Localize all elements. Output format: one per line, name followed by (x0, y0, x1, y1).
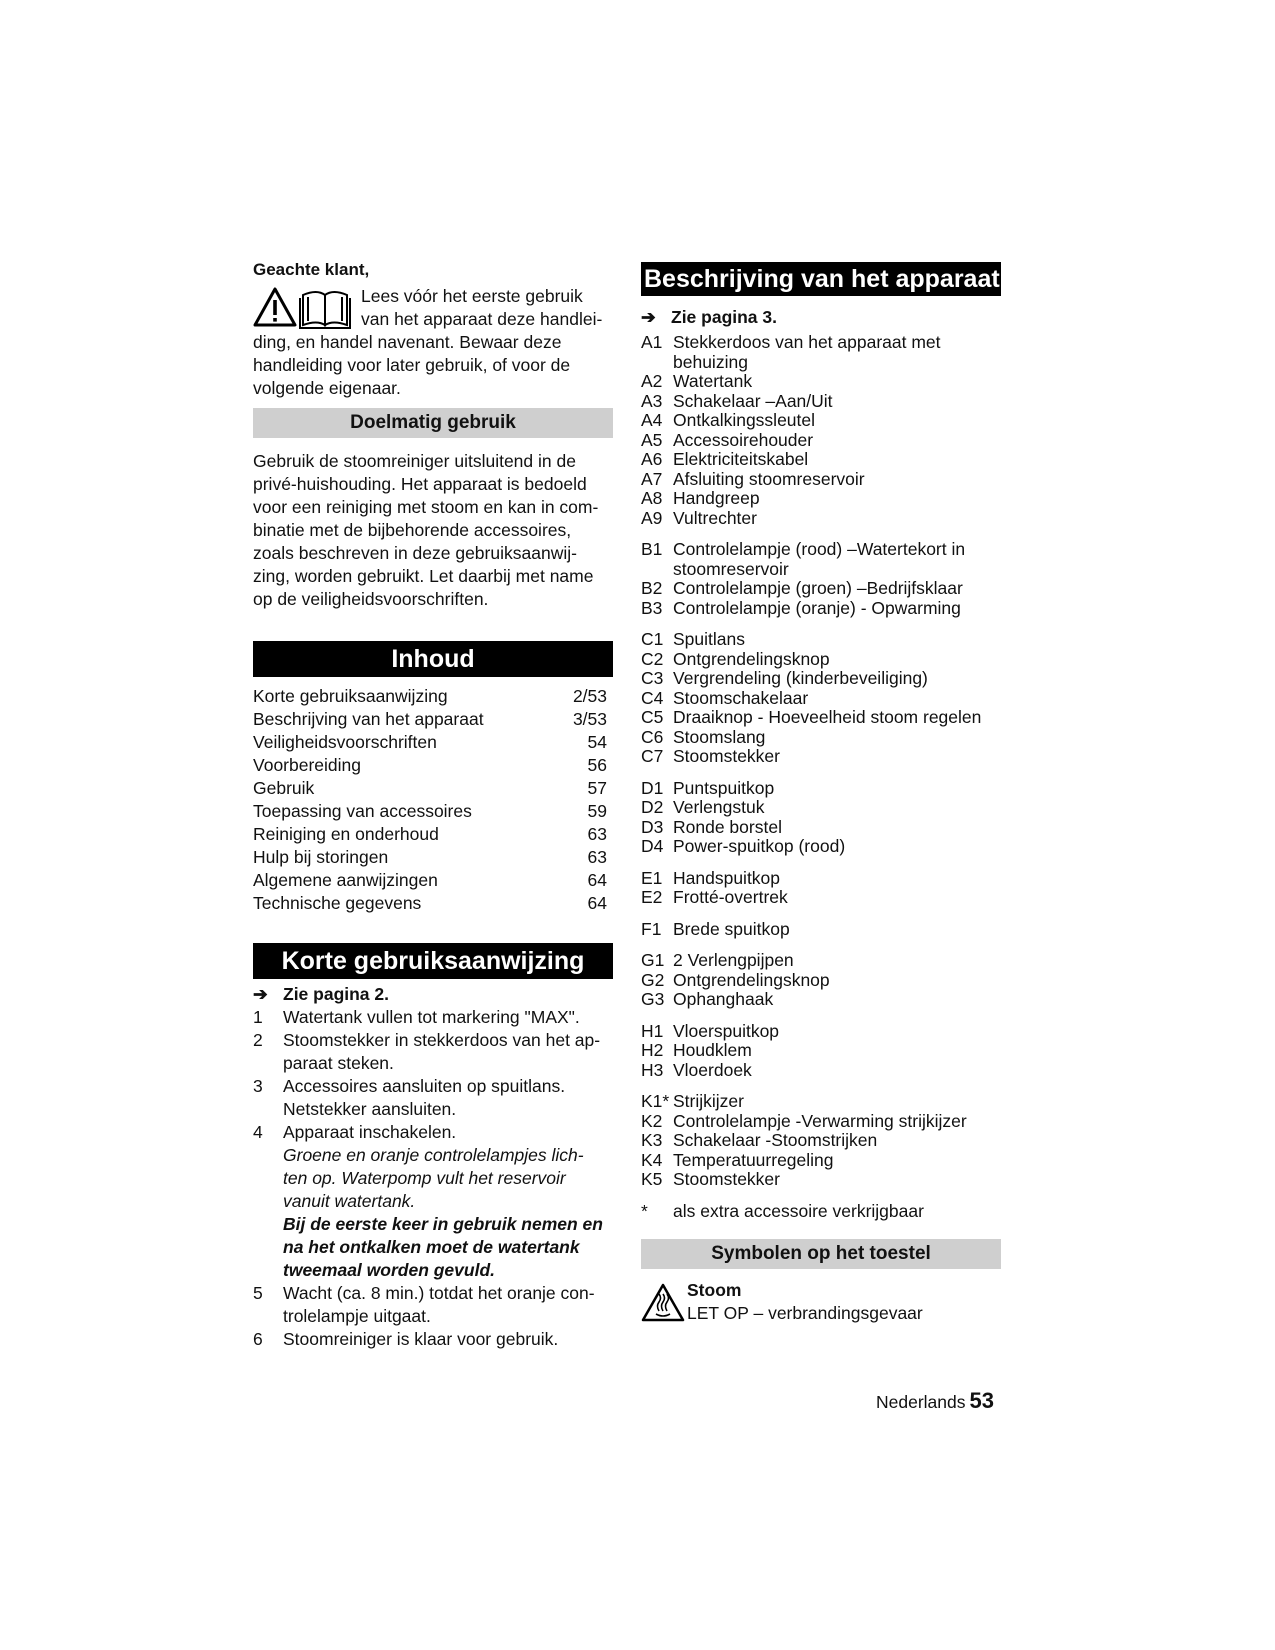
open-book-icon (300, 292, 350, 328)
part-label: Schakelaar –Aan/Uit (673, 390, 833, 411)
part-code: * (641, 1200, 648, 1221)
doelmatig-text (253, 450, 613, 611)
part-label: behuizing (673, 351, 748, 372)
part-item (641, 1112, 1001, 1132)
toc-label: Gebruik (253, 778, 315, 798)
step-line: trolelampje uitgaat. (283, 1306, 431, 1326)
toc-page: 54 (587, 732, 607, 752)
part-code: A8 (641, 488, 663, 508)
part-code: K3 (641, 1130, 663, 1150)
part-code: H2 (641, 1040, 664, 1060)
part-label: Controlelampje -Verwarming strijkijzer (673, 1110, 967, 1131)
part-item (641, 1151, 1001, 1171)
part-code: D2 (641, 797, 664, 817)
intro-line: handleiding voor later gebruik, of voor de (253, 355, 571, 375)
part-item (641, 747, 1001, 767)
step-line: Wacht (ca. 8 min.) totdat het oranje con- (283, 1283, 595, 1303)
intro (253, 285, 613, 400)
part-code: C2 (641, 648, 664, 669)
step (253, 1006, 613, 1029)
part-item (641, 392, 1001, 412)
toc-row[interactable] (253, 754, 613, 777)
part-code: B2 (641, 578, 663, 598)
parts-group (641, 779, 1001, 857)
toc-row[interactable] (253, 685, 613, 708)
part-item (641, 869, 1001, 889)
toc-label: Veiligheidsvoorschriften (253, 732, 437, 752)
step-note-line: ten op. Waterpomp vult het reservoir (283, 1168, 566, 1188)
step-number: 4 (253, 1122, 263, 1142)
step (253, 1121, 613, 1282)
part-label: Vergrendeling (kinderbeveiliging) (673, 668, 928, 688)
part-code: G1 (641, 950, 665, 970)
steps-list (253, 1006, 613, 1351)
part-label: Stoomstekker (673, 746, 780, 766)
arrow-right-icon: ➔ (253, 984, 268, 1004)
step-line: Apparaat inschakelen. (283, 1122, 457, 1142)
toc-page: 63 (587, 847, 607, 867)
symbol-title: Stoom (687, 1280, 742, 1300)
step (253, 1328, 613, 1351)
part-code: K1* (641, 1091, 670, 1111)
part-label: Controlelampje (rood) –Watertekort in (673, 539, 966, 559)
part-label: 2 Verlengpijpen (673, 950, 794, 970)
part-code: D4 (641, 836, 664, 856)
parts-group (641, 920, 1001, 940)
part-label: Spuitlans (673, 629, 745, 649)
page-number: 53 (969, 1388, 994, 1413)
part-item (641, 708, 1001, 728)
toc-page: 3/53 (572, 709, 607, 729)
part-label: stoomreservoir (673, 558, 789, 579)
part-item (641, 650, 1001, 670)
doelmatig-line: voor een reiniging met stoom en kan in com- (253, 497, 599, 517)
part-code: H3 (641, 1059, 664, 1080)
toc-page: 64 (587, 893, 607, 913)
section-heading-beschrijving: Beschrijving van het apparaat (641, 262, 1001, 296)
page-reference-text: Zie pagina 3. (671, 307, 777, 327)
right-column (641, 258, 1001, 1325)
part-label: Controlelampje (oranje) - Opwarming (673, 597, 961, 618)
part-item (641, 1041, 1001, 1061)
toc-page: 56 (587, 755, 607, 775)
part-code: K2 (641, 1110, 663, 1131)
part-label: Vultrechter (673, 507, 757, 528)
part-label: Stoomslang (673, 726, 766, 747)
part-label: Ontkalkingssleutel (673, 410, 816, 430)
part-code: A6 (641, 449, 663, 469)
toc-page: 59 (587, 801, 607, 821)
part-code: K4 (641, 1149, 663, 1170)
part-code: G2 (641, 969, 665, 990)
part-code: B3 (641, 597, 663, 618)
step (253, 1029, 613, 1075)
part-code: A4 (641, 410, 663, 430)
doelmatig-line: zoals beschreven in deze gebruiksaanwij- (253, 543, 577, 563)
part-code: D3 (641, 816, 664, 837)
part-code: C3 (641, 668, 664, 688)
part-code: C6 (641, 726, 664, 747)
toc-label: Technische gegevens (253, 893, 422, 913)
doelmatig-line: Gebruik de stoomreiniger uitsluitend in de (253, 451, 576, 471)
part-item (641, 1170, 1001, 1190)
parts-group (641, 333, 1001, 528)
part-code: C4 (641, 687, 664, 708)
part-code: A2 (641, 371, 663, 391)
parts-group (641, 540, 1001, 618)
part-item (641, 779, 1001, 799)
part-item (641, 599, 1001, 619)
parts-group (641, 1022, 1001, 1081)
part-code: A9 (641, 507, 663, 528)
part-label: Stoomstekker (673, 1169, 780, 1189)
part-label: Ronde borstel (673, 816, 782, 837)
part-item (641, 971, 1001, 991)
section-heading-symbolen: Symbolen op het toestel (641, 1239, 1001, 1269)
part-item (641, 669, 1001, 689)
part-label: Strijkijzer (673, 1091, 744, 1111)
step-line: Accessoires aansluiten op spuitlans. (283, 1076, 566, 1096)
part-label: Controlelampje (groen) –Bedrijfsklaar (673, 578, 963, 598)
step-warning-line: na het ontkalken moet de watertank (283, 1237, 580, 1257)
step-number: 5 (253, 1283, 263, 1303)
part-code: C5 (641, 707, 664, 727)
part-label: Afsluiting stoomreservoir (673, 468, 865, 489)
toc-page: 2/53 (572, 686, 607, 706)
toc-row[interactable] (253, 777, 613, 800)
arrow-right-icon: ➔ (641, 307, 656, 327)
toc-row[interactable] (253, 892, 613, 915)
part-item (641, 431, 1001, 451)
part-label: Vloerdoek (673, 1059, 752, 1080)
part-label: Accessoirehouder (673, 429, 814, 450)
part-item (641, 372, 1001, 392)
step-line: Watertank vullen tot markering "MAX". (283, 1007, 580, 1027)
part-item (641, 1202, 1001, 1222)
intro-line: Lees vóór het eerste gebruik (361, 286, 583, 306)
part-label: Handgreep (673, 488, 760, 508)
left-column (253, 258, 613, 1351)
part-code: D1 (641, 777, 664, 798)
part-item (641, 1022, 1001, 1042)
section-heading-doelmatig: Doelmatig gebruik (253, 408, 613, 438)
part-code: A3 (641, 390, 663, 411)
intro-line: volgende eigenaar. (253, 378, 401, 398)
toc-page: 63 (587, 824, 607, 844)
part-label: Houdklem (673, 1040, 752, 1060)
part-label: Draaiknop - Hoeveelheid stoom regelen (673, 707, 982, 727)
part-label: Verlengstuk (673, 797, 765, 817)
part-label: Schakelaar -Stoomstrijken (673, 1130, 878, 1150)
step-number: 6 (253, 1329, 263, 1349)
part-code: A1 (641, 332, 663, 352)
page-footer (876, 1388, 994, 1414)
step-note-line: Groene en oranje controlelampjes lich- (283, 1145, 584, 1165)
part-item (641, 818, 1001, 838)
step (253, 1282, 613, 1328)
step-note-line: vanuit watertank. (283, 1191, 416, 1211)
part-item (641, 540, 1001, 579)
part-label: Ophanghaak (673, 989, 774, 1009)
part-item (641, 1061, 1001, 1081)
part-item (641, 450, 1001, 470)
part-item (641, 689, 1001, 709)
step-line: paraat steken. (283, 1053, 394, 1073)
doelmatig-line: privé-huishouding. Het apparaat is bedoeld (253, 474, 587, 494)
toc-row[interactable] (253, 708, 613, 731)
part-label: Vloerspuitkop (673, 1020, 780, 1041)
page-reference (253, 983, 613, 1006)
part-item (641, 1092, 1001, 1112)
part-item (641, 1131, 1001, 1151)
doelmatig-line: op de veiligheidsvoorschriften. (253, 589, 489, 609)
step-line: Stoomreiniger is klaar voor gebruik. (283, 1329, 559, 1349)
part-label: Watertank (673, 371, 753, 391)
steam-warning-icon (641, 1283, 685, 1323)
part-item (641, 509, 1001, 529)
toc-page: 57 (587, 778, 607, 798)
symbol-entry (641, 1279, 1001, 1325)
toc-label: Voorbereiding (253, 755, 361, 775)
page-reference (641, 306, 1001, 329)
intro-icons (253, 287, 357, 329)
part-item (641, 951, 1001, 971)
section-heading-inhoud: Inhoud (253, 641, 613, 677)
part-item (641, 470, 1001, 490)
part-code: C7 (641, 746, 664, 766)
toc-label: Korte gebruiksaanwijzing (253, 686, 448, 706)
step-warning-line: Bij de eerste keer in gebruik nemen en (283, 1214, 603, 1234)
parts-list (641, 333, 1001, 1221)
part-code: A5 (641, 429, 663, 450)
step-number: 1 (253, 1007, 263, 1027)
part-label: Temperatuurregeling (673, 1149, 834, 1170)
part-code: K5 (641, 1169, 663, 1189)
toc-row[interactable] (253, 800, 613, 823)
part-label: Brede spuitkop (673, 918, 790, 939)
warning-triangle-icon (255, 289, 295, 325)
toc-row[interactable] (253, 869, 613, 892)
part-item (641, 888, 1001, 908)
part-code: A7 (641, 468, 663, 489)
step-number: 2 (253, 1030, 263, 1050)
parts-group (641, 630, 1001, 767)
intro-line: ding, en handel navenant. Bewaar deze (253, 332, 562, 352)
part-item (641, 630, 1001, 650)
part-label: Frotté-overtrek (673, 887, 788, 907)
part-label: Ontgrendelingsknop (673, 969, 830, 990)
part-label: Handspuitkop (673, 867, 781, 888)
step-warning-line: tweemaal worden gevuld. (283, 1260, 495, 1280)
part-label: Puntspuitkop (673, 777, 775, 798)
parts-group (641, 1202, 1001, 1222)
part-item (641, 990, 1001, 1010)
part-label: Power-spuitkop (rood) (673, 836, 846, 856)
part-code: E1 (641, 867, 663, 888)
part-code: G3 (641, 989, 665, 1009)
parts-group (641, 951, 1001, 1010)
part-item (641, 333, 1001, 372)
step (253, 1075, 613, 1121)
toc-label: Toepassing van accessoires (253, 801, 472, 821)
toc-page: 64 (587, 870, 607, 890)
part-code: B1 (641, 539, 663, 559)
symbol-text: LET OP – verbrandingsgevaar (687, 1303, 923, 1323)
toc-label: Algemene aanwijzingen (253, 870, 438, 890)
toc-label: Hulp bij storingen (253, 847, 389, 867)
table-of-contents (253, 685, 613, 915)
part-item (641, 920, 1001, 940)
part-label: Stekkerdoos van het apparaat met (673, 332, 941, 352)
step-line: Stoomstekker in stekkerdoos van het ap- (283, 1030, 601, 1050)
part-code: F1 (641, 918, 662, 939)
part-label: Stoomschakelaar (673, 687, 809, 708)
part-item (641, 798, 1001, 818)
part-item (641, 411, 1001, 431)
step-number: 3 (253, 1076, 263, 1096)
toc-label: Beschrijving van het apparaat (253, 709, 484, 729)
part-code: C1 (641, 629, 664, 649)
section-heading-korte: Korte gebruiksaanwijzing (253, 943, 613, 979)
doelmatig-line: binatie met de bijbehorende accessoires, (253, 520, 572, 540)
toc-row[interactable] (253, 823, 613, 846)
part-code: E2 (641, 887, 663, 907)
toc-row[interactable] (253, 731, 613, 754)
part-item (641, 489, 1001, 509)
part-item (641, 837, 1001, 857)
part-item (641, 728, 1001, 748)
part-label: Elektriciteitskabel (673, 449, 809, 469)
parts-group (641, 869, 1001, 908)
footer-language: Nederlands (876, 1392, 966, 1412)
step-line: Netstekker aansluiten. (283, 1099, 457, 1119)
greeting: Geachte klant, (253, 260, 370, 279)
parts-group (641, 1092, 1001, 1190)
part-label: als extra accessoire verkrijgbaar (673, 1200, 924, 1221)
intro-line: van het apparaat deze handlei- (361, 309, 603, 329)
part-item (641, 579, 1001, 599)
page-reference-text: Zie pagina 2. (283, 984, 389, 1004)
toc-label: Reiniging en onderhoud (253, 824, 439, 844)
part-label: Ontgrendelingsknop (673, 648, 830, 669)
doelmatig-line: zing, worden gebruikt. Let daarbij met name (253, 566, 594, 586)
toc-row[interactable] (253, 846, 613, 869)
part-code: H1 (641, 1020, 664, 1041)
